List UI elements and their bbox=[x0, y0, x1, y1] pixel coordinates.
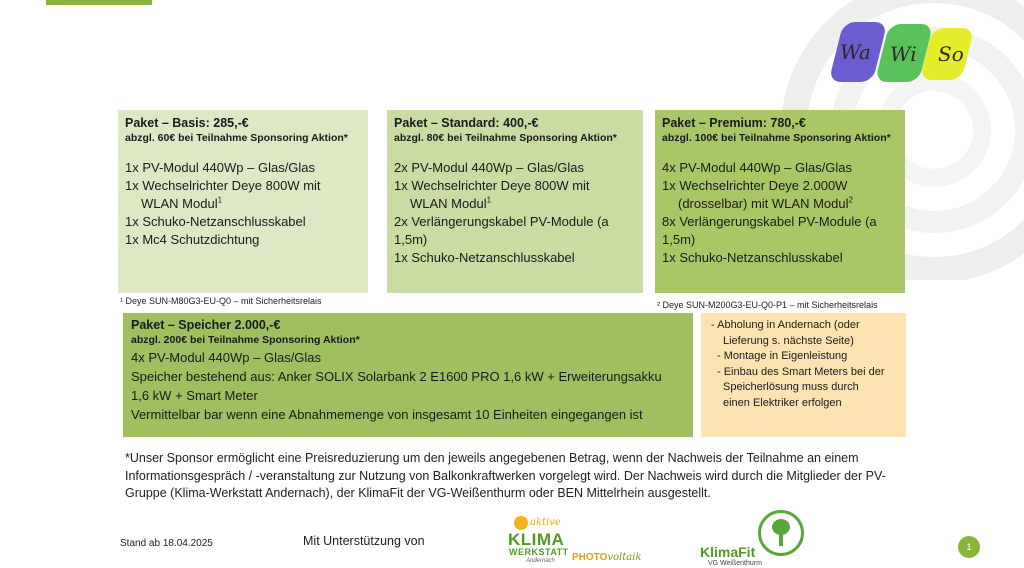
package-title: Paket – Basis: 285,-€ bbox=[125, 116, 249, 130]
footnote-premium: ² Deye SUN-M200G3-EU-Q0-P1 – mit Sicherheitsrelais bbox=[657, 300, 878, 310]
package-item: 1,5m) bbox=[662, 232, 696, 247]
logo-letter: Wi bbox=[890, 42, 917, 66]
support-label: Mit Unterstützung von bbox=[303, 534, 425, 548]
info-item: Lieferung s. nächste Seite) bbox=[723, 334, 854, 347]
package-discount: abzgl. 100€ bei Teilnahme Sponsoring Aktion* bbox=[662, 132, 891, 144]
package-item: 1x Schuko-Netzanschlusskabel bbox=[662, 250, 843, 265]
package-item: 1x Wechselrichter Deye 800W mit bbox=[394, 178, 590, 193]
top-accent-bar bbox=[46, 0, 152, 5]
footnote-basis: ¹ Deye SUN-M80G3-EU-Q0 – mit Sicherheitsrelais bbox=[120, 296, 322, 306]
page-number: 1 bbox=[958, 536, 980, 558]
sun-icon bbox=[514, 516, 528, 530]
info-item: - Einbau des Smart Meters bei der bbox=[717, 365, 885, 378]
package-discount: abzgl. 60€ bei Teilnahme Sponsoring Aktion* bbox=[125, 132, 348, 144]
package-item: 1x Schuko-Netzanschlusskabel bbox=[125, 214, 306, 229]
package-item: WLAN Modul$^1$ bbox=[410, 195, 492, 211]
package-item: 1,5m) bbox=[394, 232, 428, 247]
info-item: Speicherlösung muss durch bbox=[723, 381, 859, 393]
logo-letter: So bbox=[938, 42, 964, 66]
package-item: 1x Wechselrichter Deye 2.000W bbox=[662, 178, 848, 193]
package-item: 1,6 kW + Smart Meter bbox=[131, 388, 258, 403]
package-discount: abzgl. 80€ bei Teilnahme Sponsoring Aktion* bbox=[394, 132, 617, 144]
package-title: Paket – Standard: 400,-€ bbox=[394, 116, 539, 130]
package-item: WLAN Modul$^1$ bbox=[141, 195, 223, 211]
package-basis bbox=[118, 110, 368, 293]
klima-werkstatt-logo: aktive KLIMA WERKSTATT Andernach bbox=[508, 517, 569, 564]
logo-letter: Wa bbox=[840, 40, 871, 64]
info-box bbox=[701, 313, 906, 437]
package-standard bbox=[387, 110, 643, 293]
photovoltaik-logo: PHOTOvoltaik bbox=[572, 552, 642, 563]
package-item: 1x Schuko-Netzanschlusskabel bbox=[394, 250, 575, 265]
package-item: (drosselbar) mit WLAN Modul$^2$ bbox=[678, 195, 853, 211]
sponsor-note: *Unser Sponsor ermöglicht eine Preisreduzierung um den jeweils angegebenen Betrag, wenn der Nachweis der Teilnahme an einem Informationsgespräch / -veranstaltung zur Nutzung von Balkonkraftwerken vorgelegt wird. Der Nachweis wird durch die Mitglieder der PV-Gruppe (Klima-Werkstatt Andernach), der KlimaFit der VG-Weißenthurm oder BEN Mittelrhein ausgestellt. bbox=[125, 451, 886, 500]
package-discount: abzgl. 200€ bei Teilnahme Sponsoring Aktion* bbox=[131, 334, 360, 346]
info-item: - Montage in Eigenleistung bbox=[717, 350, 848, 362]
info-item: einen Elektriker erfolgen bbox=[723, 396, 842, 409]
package-item: 1x Wechselrichter Deye 800W mit bbox=[125, 178, 321, 193]
package-items bbox=[394, 159, 636, 267]
package-item: 4x PV-Modul 440Wp – Glas/Glas bbox=[662, 160, 853, 175]
package-item: 1x Mc4 Schutzdichtung bbox=[125, 232, 260, 247]
package-item: Speicher bestehend aus: Anker SOLIX Solarbank 2 E1600 PRO 1,6 kW + Erweiterungsakku bbox=[131, 369, 662, 384]
package-item: 1x PV-Modul 440Wp – Glas/Glas bbox=[125, 160, 316, 175]
package-item: 4x PV-Modul 440Wp – Glas/Glas bbox=[131, 350, 322, 365]
package-item: Vermittelbar bar wenn eine Abnahmemenge von insgesamt 10 Einheiten eingegangen ist bbox=[131, 407, 643, 422]
package-title: Paket – Premium: 780,-€ bbox=[662, 116, 806, 130]
package-items bbox=[131, 348, 685, 424]
info-item: - Abholung in Andernach (oder bbox=[711, 319, 860, 331]
package-title: Paket – Speicher 2.000,-€ bbox=[131, 318, 281, 332]
package-speicher bbox=[123, 313, 693, 437]
wawiso-logo bbox=[830, 18, 980, 88]
date-stamp: Stand ab 18.04.2025 bbox=[120, 538, 213, 549]
package-item: 8x Verlängerungskabel PV-Module (a bbox=[662, 214, 877, 229]
package-items bbox=[662, 159, 898, 267]
info-list bbox=[707, 318, 900, 411]
package-item: 2x Verlängerungskabel PV-Module (a bbox=[394, 214, 609, 229]
klimafit-logo: KlimaFit VG Weißenthurm bbox=[696, 510, 816, 568]
package-items bbox=[125, 159, 361, 249]
package-premium bbox=[655, 110, 905, 293]
package-item: 2x PV-Modul 440Wp – Glas/Glas bbox=[394, 160, 585, 175]
